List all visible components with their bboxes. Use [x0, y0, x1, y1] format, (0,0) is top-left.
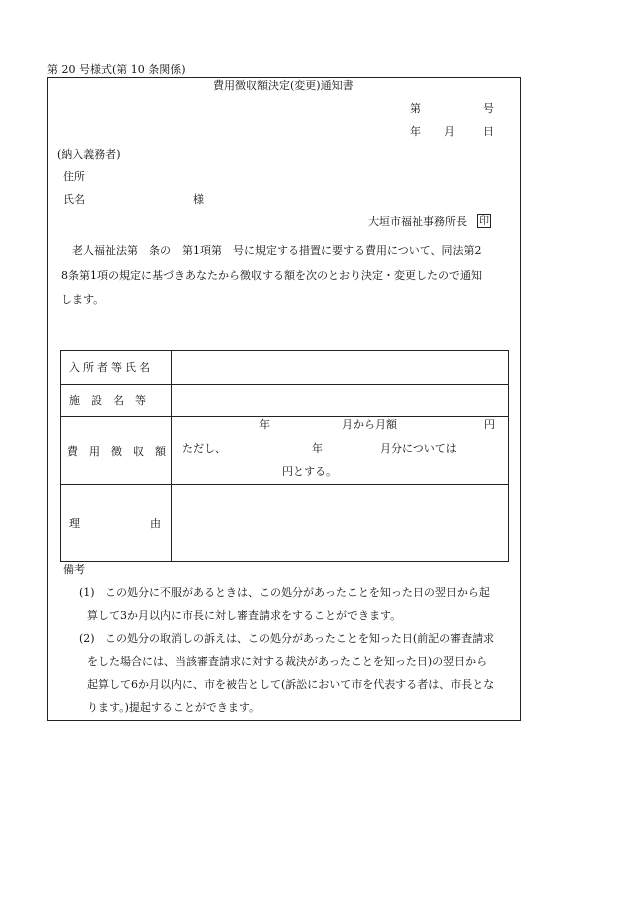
fee-line2-month: 月分については — [380, 442, 457, 455]
fee-line2-year: 年 — [312, 442, 323, 455]
address-label: 住所 — [63, 170, 85, 183]
name-label: 氏名 — [63, 193, 85, 206]
remark-1-number: (1) — [79, 586, 95, 599]
remark-1-line-2: 算して3か月以内に市長に対し審査請求をすることができます。 — [87, 609, 402, 622]
remarks-heading: 備考 — [63, 563, 85, 576]
fee-line3: 円とする。 — [282, 465, 337, 478]
form-number: 第 20 号様式(第 10 条関係) — [47, 63, 186, 76]
fee-table — [60, 350, 509, 562]
body-line-3: します。 — [61, 293, 105, 306]
honorific-sama: 様 — [193, 193, 204, 206]
date-year: 年 — [410, 125, 421, 138]
body-line-1: 老人福祉法第 条の 第1項第 号に規定する措置に要する費用について、同法第2 — [61, 244, 482, 257]
body-line-2: 8条第1項の規定に基づきあなたから徴収する額を次のとおり決定・変更したので通知 — [61, 269, 482, 282]
table-border-left — [60, 350, 61, 562]
issuer-name: 大垣市福祉事務所長 — [368, 215, 467, 228]
table-column-divider — [171, 350, 172, 562]
row-label-facility: 施 設 名 等 — [69, 394, 146, 407]
seal-mark: 印 — [479, 216, 489, 227]
remark-2-line-2: をした場合には、当該審査請求に対する裁決があったことを知った日)の翌日から — [87, 655, 488, 668]
row-label-reason-left: 理 — [69, 517, 80, 530]
fee-line1-month: 月から月額 — [342, 418, 397, 431]
date-month: 月 — [444, 125, 455, 138]
remark-2-line-3: 起算して6か月以内に、市を被告として(訴訟において市を代表する者は、市長とな — [87, 678, 495, 691]
date-day: 日 — [483, 125, 494, 138]
table-border-right — [508, 350, 509, 562]
remark-1-line-1: この処分に不服があるときは、この処分があったことを知った日の翌日から起 — [105, 586, 490, 599]
fee-line1-year: 年 — [259, 418, 270, 431]
remark-2-number: (2) — [79, 632, 95, 645]
table-rule-3 — [60, 484, 509, 485]
fee-line2-tadashi: ただし、 — [182, 442, 226, 455]
remark-2-line-4: ります。)提起することができます。 — [87, 701, 261, 714]
document-title: 費用徴収額決定(変更)通知書 — [213, 79, 354, 92]
row-label-resident-name: 入所者等氏名 — [69, 361, 153, 374]
recipient-heading: (納入義務者) — [57, 148, 121, 161]
fee-line1-yen: 円 — [484, 418, 495, 431]
row-label-fee-amount: 費 用 徴 収 額 — [67, 445, 166, 458]
table-border-top — [60, 350, 509, 351]
doc-number-prefix: 第 — [410, 102, 421, 115]
remark-2-line-1: この処分の取消しの訴えは、この処分があったことを知った日(前記の審査請求 — [105, 632, 495, 645]
doc-number-suffix: 号 — [483, 102, 494, 115]
table-border-bottom — [60, 561, 509, 562]
table-rule-2 — [60, 416, 509, 417]
row-label-reason-right: 由 — [150, 517, 161, 530]
table-rule-1 — [60, 384, 509, 385]
